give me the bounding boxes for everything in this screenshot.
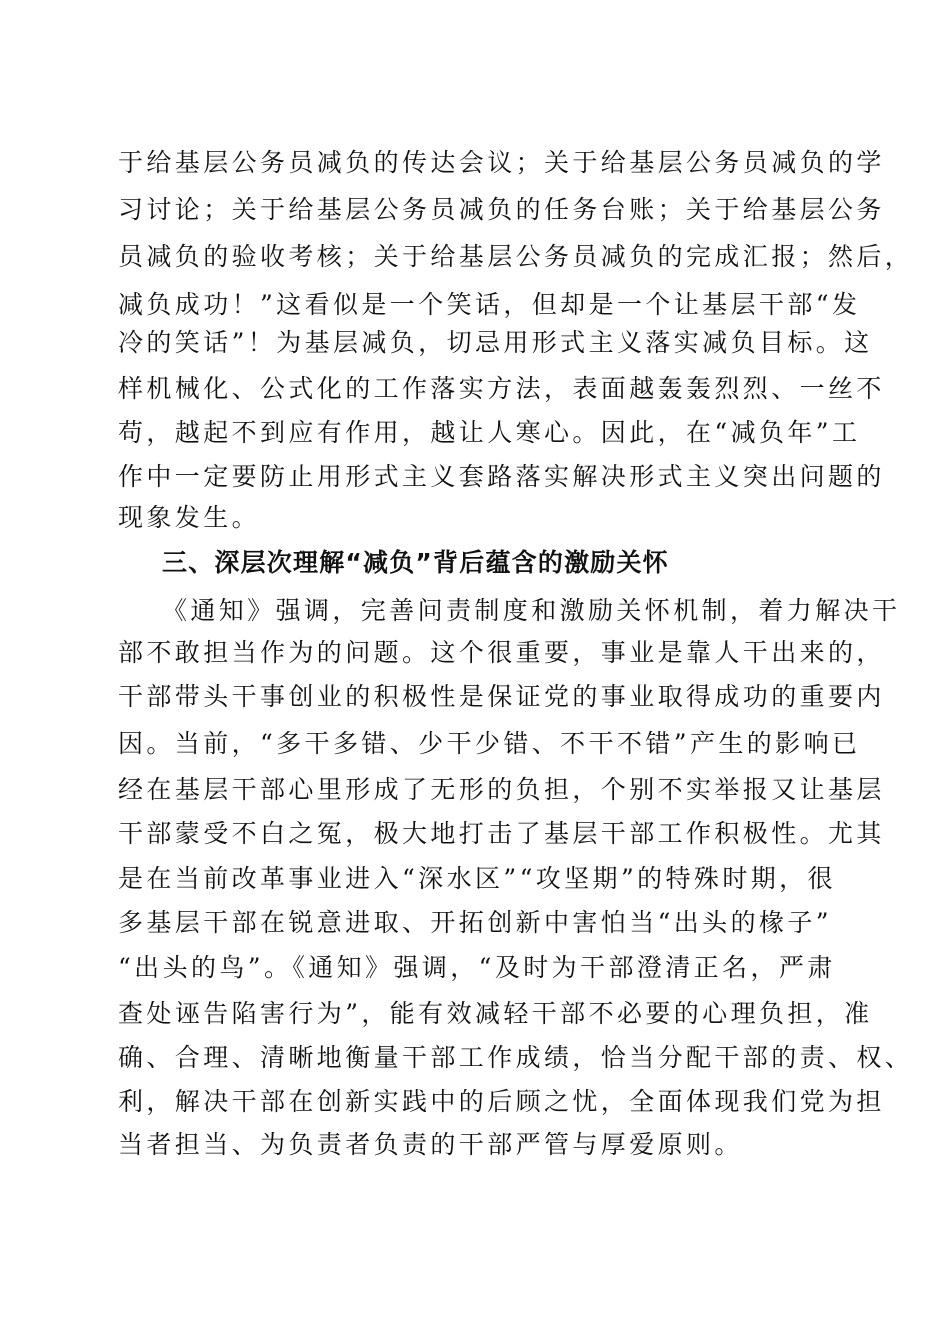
paragraph-2-line: 干部蒙受不白之冤，极大地打击了基层干部工作积极性。尤其 — [118, 819, 885, 848]
paragraph-2-line: 当者担当、为负责者负责的干部严管与厚爱原则。 — [118, 1130, 743, 1159]
paragraph-2-line: 因。当前，“多干多错、少干少错、不干不错”产生的影响已 — [118, 729, 861, 758]
paragraph-2-line: 《通知》强调，完善问责制度和激励关怀机制，着力解决干 — [162, 596, 901, 625]
paragraph-2-line: 部不敢担当作为的问题。这个很重要，事业是靠人干出来的， — [118, 638, 885, 667]
paragraph-1-line: 现象发生。 — [118, 503, 261, 532]
paragraph-2-line: 干部带头干事创业的积极性是保证党的事业取得成功的重要内 — [118, 682, 885, 711]
paragraph-1-line: 苟，越起不到应有作用，越让人寒心。因此，在“减负年”工 — [118, 418, 861, 447]
paragraph-2-line: 多基层干部在锐意进取、开拓创新中害怕当“出头的椽子” — [118, 908, 832, 937]
paragraph-2-line: 经在基层干部心里形成了无形的负担，个别不实举报又让基层 — [118, 775, 885, 804]
paragraph-1-line: 作中一定要防止用形式主义套路落实解决形式主义突出问题的 — [118, 462, 885, 491]
paragraph-1-line: 习讨论；关于给基层公务员减负的任务台账；关于给基层公务 — [118, 195, 885, 224]
paragraph-1-line: 于给基层公务员减负的传达会议；关于给基层公务员减负的学 — [118, 148, 885, 177]
paragraph-1-line: 员减负的验收考核；关于给基层公务员减负的完成汇报；然后， — [118, 242, 914, 271]
paragraph-2-line: 是在当前改革事业进入“深水区”“攻坚期”的特殊时期，很 — [118, 864, 836, 893]
paragraph-2-line: 查处诬告陷害行为”，能有效减轻干部不必要的心理负担，准 — [118, 999, 873, 1028]
paragraph-2-line: 利，解决干部在创新实践中的后顾之忧，全面体现我们党为担 — [118, 1087, 885, 1116]
paragraph-1-line: 冷的笑话”！为基层减负，切忌用形式主义落实减负目标。这 — [118, 328, 873, 357]
section-heading: 三、深层次理解“减负”背后蕴含的激励关怀 — [162, 548, 669, 577]
paragraph-2-line: 确、合理、清晰地衡量干部工作成绩，恰当分配干部的责、权、 — [118, 1043, 914, 1072]
paragraph-1-line: 样机械化、公式化的工作落实方法，表面越轰轰烈烈、一丝不 — [118, 374, 885, 403]
paragraph-2-line: “出头的鸟”。《通知》强调，“及时为干部澄清正名，严肃 — [118, 953, 836, 982]
paragraph-1-line: 减负成功！”这看似是一个笑话，但却是一个让基层干部“发 — [118, 290, 861, 319]
